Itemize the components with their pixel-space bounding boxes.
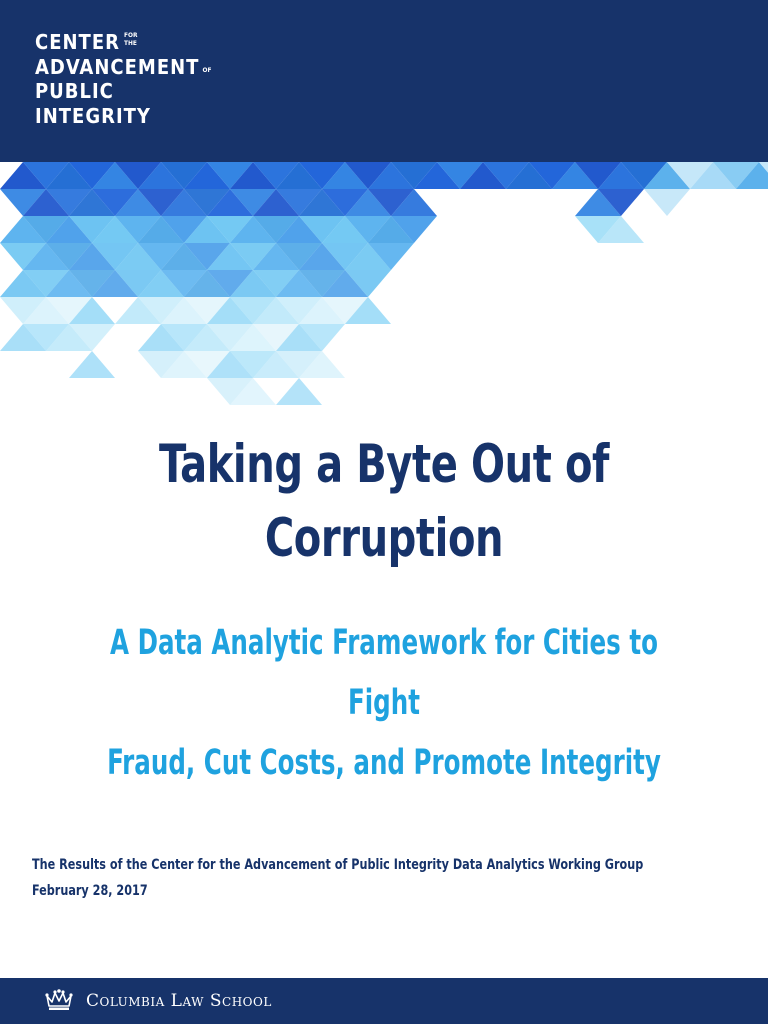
logo-small-the: THE: [123, 39, 137, 47]
title-line-2: Corruption: [264, 508, 504, 569]
logo-line-center: CENTER: [35, 30, 120, 54]
results-block: [32, 852, 651, 904]
results-description: The Results of the Center for the Advancement of Public Integrity Data Analytics Working Group: [32, 857, 644, 873]
logo-small-for: FOR: [123, 31, 138, 39]
publication-date: February 28, 2017: [32, 883, 148, 899]
logo-line-public: PUBLIC: [35, 79, 114, 103]
title-line-1: Taking a Byte Out of: [158, 434, 610, 495]
header-banner: [0, 0, 768, 162]
document-title: [61, 428, 706, 576]
logo-line-integrity: INTEGRITY: [35, 103, 151, 128]
crown-icon: [44, 988, 74, 1012]
school-name: Columbia Law School: [86, 991, 272, 1011]
organization-logo: [35, 30, 211, 128]
subtitle-line-2: Fraud, Cut Costs, and Promote Integrity: [107, 743, 661, 783]
logo-line-advancement: ADVANCEMENT: [35, 54, 200, 79]
mosaic-triangle: [69, 351, 115, 378]
logo-small-of: OF: [202, 65, 212, 74]
footer-bar: [0, 978, 768, 1024]
triangle-mosaic-graphic: [0, 162, 768, 407]
mosaic-triangle: [644, 189, 690, 216]
subtitle-line-1: A Data Analytic Framework for Cities to Fight: [110, 623, 658, 723]
mosaic-triangle: [276, 378, 322, 405]
document-subtitle: [84, 613, 683, 793]
